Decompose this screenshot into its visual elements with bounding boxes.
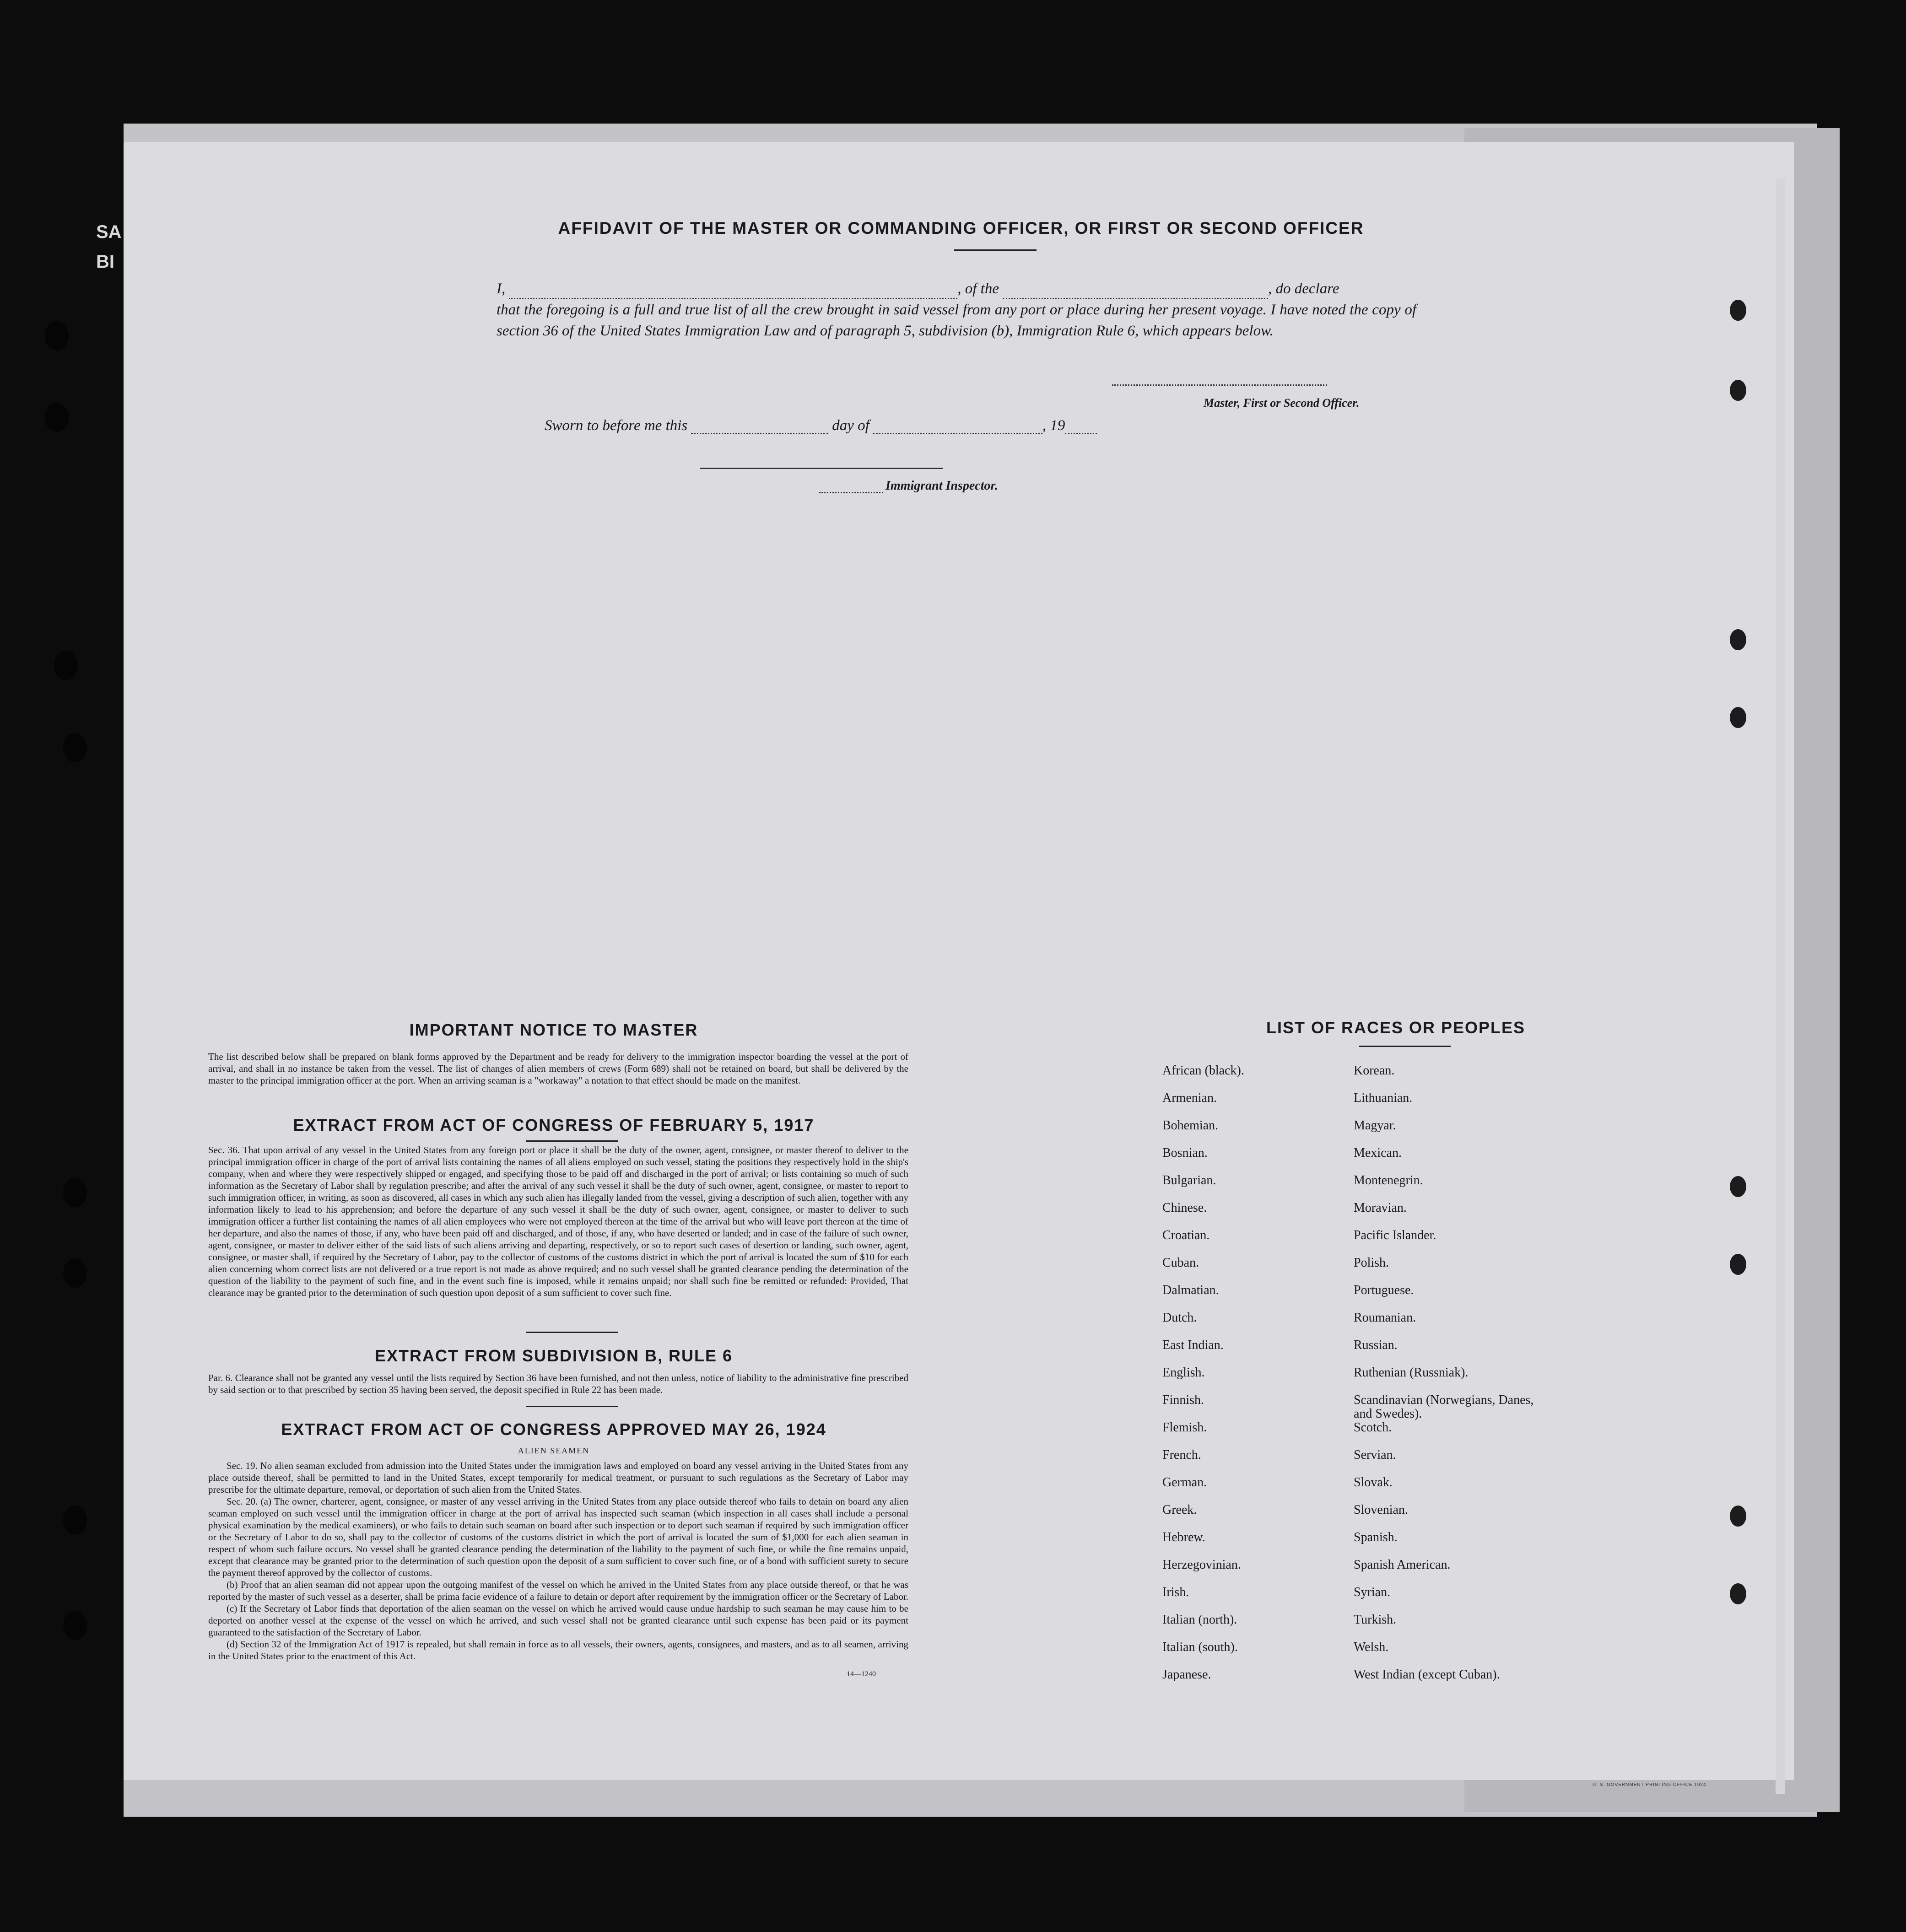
punch-hole	[1730, 629, 1746, 650]
race-item: Bosnian.	[1162, 1146, 1208, 1160]
race-item: Finnish.	[1162, 1393, 1204, 1407]
form-number: 14—1240	[847, 1670, 876, 1678]
race-item: Portuguese.	[1354, 1283, 1414, 1297]
paragraph: (d) Section 32 of the Immigration Act of 1917 is repealed, but shall remain in force as to all vessels, their owners, agents, consignees, and masters, and as to all seamen, arriving in the United States prior to the enactment of this Act.	[208, 1639, 908, 1662]
declaration-prefix: I,	[497, 281, 506, 297]
punch-hole	[63, 1178, 87, 1207]
signature-line[interactable]	[1112, 384, 1327, 386]
declaration-suffix: , do declare	[1268, 281, 1339, 297]
race-item: Irish.	[1162, 1585, 1189, 1599]
sworn-month-blank[interactable]	[873, 417, 1042, 434]
extract-1924-body	[208, 1460, 908, 1662]
race-item: Servian.	[1354, 1448, 1396, 1462]
race-item: West Indian (except Cuban).	[1354, 1668, 1500, 1682]
race-item: Italian (south).	[1162, 1640, 1238, 1654]
punch-hole	[1730, 300, 1746, 321]
declaration-of-the: , of the	[957, 281, 999, 297]
race-item: Pacific Islander.	[1354, 1228, 1436, 1242]
race-item: Lithuanian.	[1354, 1091, 1413, 1105]
race-item: Italian (north).	[1162, 1613, 1237, 1627]
race-item: Russian.	[1354, 1338, 1398, 1352]
punch-hole	[54, 651, 78, 680]
edge-mark: SA	[96, 222, 122, 242]
affidavit-title: AFFIDAVIT OF THE MASTER OR COMMANDING OFFICER, OR FIRST OR SECOND OFFICER	[558, 219, 1364, 237]
punch-hole	[63, 733, 87, 762]
race-item: Spanish.	[1354, 1530, 1398, 1544]
race-item: Bulgarian.	[1162, 1173, 1216, 1187]
race-item: Greek.	[1162, 1503, 1197, 1517]
sworn-day-label: day of	[832, 417, 869, 434]
race-item: Turkish.	[1354, 1613, 1397, 1627]
races-list-right	[1354, 1064, 1546, 1695]
race-item: Syrian.	[1354, 1585, 1391, 1599]
divider	[526, 1406, 618, 1407]
sworn-year-label: , 19	[1042, 417, 1065, 434]
signature-label: Master, First or Second Officer.	[1204, 396, 1360, 410]
race-item: Croatian.	[1162, 1228, 1210, 1242]
paragraph: Sec. 20. (a) The owner, charterer, agent, consignee, or master of any vessel arriving in the United States from any place outside thereof who fails to detain on board any alien seaman employed on such vessel until the immigration officer in charge at the port of arrival has inspected such seaman (which inspection in all cases shall include a personal physical examination by the medical examiners), or who fails to detain such seaman on board after such inspection or to deport such seaman if required by such immigration officer or the Secretary of Labor to do so, shall pay to the collector of customs of the customs district in which the port of arrival is located the sum of $1,000 for each alien seaman in respect of whom such failure occurs. No vessel shall be granted clearance pending the determination of the liability to the payment of such fine, or while the fine remains unpaid, except that clearance may be granted prior to the determination of such question upon the deposit of a sum sufficient to cover such fine, or of a bond with sufficient surety to secure the payment thereof approved by the collector of customs.	[208, 1496, 908, 1578]
punch-hole	[1730, 707, 1746, 728]
extract-1924-title: EXTRACT FROM ACT OF CONGRESS APPROVED MAY 26, 1924	[281, 1420, 826, 1439]
race-item: Flemish.	[1162, 1420, 1207, 1435]
race-item: Slovenian.	[1354, 1503, 1408, 1517]
punch-hole	[63, 1611, 87, 1640]
punch-hole	[1730, 1583, 1746, 1604]
notice-body: The list described below shall be prepared on blank forms approved by the Department and be ready for delivery to the immigration inspector boarding the vessel at the port of arrival, and shall in no instance be taken from the vessel. The list of changes of alien members of crews (Form 689) shall not be retained on board, but shall be delivered by the master to the principal immigration officer at the port. When an arriving seaman is a "workaway" a notation to that effect should be made on the manifest.	[208, 1051, 908, 1086]
race-item: Ruthenian (Russniak).	[1354, 1365, 1469, 1380]
divider	[526, 1140, 618, 1142]
race-item: Montenegrin.	[1354, 1173, 1423, 1187]
race-item: German.	[1162, 1475, 1207, 1489]
race-item: East Indian.	[1162, 1338, 1224, 1352]
paragraph: (c) If the Secretary of Labor finds that deportation of the alien seaman on the vessel on which he arrived would cause undue hardship to such seaman he may cause him to be deported on another vessel at the expense of the vessel on which he arrived, and such vessel shall not be granted clearance until such expense has been paid or its payment guaranteed to the satisfaction of the Secretary of Labor.	[208, 1603, 908, 1638]
vessel-blank[interactable]	[1003, 282, 1268, 299]
divider	[1359, 1046, 1451, 1047]
extract-1924-subtitle: ALIEN SEAMEN	[518, 1446, 590, 1455]
race-item: African (black).	[1162, 1063, 1244, 1078]
race-item: Welsh.	[1354, 1640, 1389, 1654]
sworn-prefix: Sworn to before me this	[545, 417, 688, 434]
race-item: Herzegovinian.	[1162, 1558, 1241, 1572]
race-item: Armenian.	[1162, 1091, 1217, 1105]
punch-hole	[63, 1258, 87, 1288]
race-item: Magyar.	[1354, 1118, 1396, 1133]
race-item: Scandinavian (Norwegians, Danes, and Swedes).	[1354, 1393, 1534, 1421]
name-blank[interactable]	[509, 282, 957, 299]
race-item: Bohemian.	[1162, 1118, 1219, 1133]
paragraph: Sec. 19. No alien seaman excluded from admission into the United States under the immigration laws and employed on board any vessel arriving in the United States from any place outside thereof, shall be permitted to land in the United States, except temporarily for medical treatment, or pursuant to such regulations as the Secretary of Labor may prescribe for the ultimate departure, removal, or deportation of such alien from the United States.	[208, 1460, 908, 1495]
race-item: Scotch.	[1354, 1420, 1392, 1435]
extract-1917-title: EXTRACT FROM ACT OF CONGRESS OF FEBRUARY 5, 1917	[293, 1116, 815, 1134]
punch-hole	[1730, 380, 1746, 401]
race-item: Polish.	[1354, 1256, 1389, 1270]
extract-rule6-body: Par. 6. Clearance shall not be granted any vessel until the lists required by Section 36 have been furnished, and not then unless, notice of liability to the administrative fine prescribed by said section or to that prescribed by section 35 having been served, the deposit specified in Rule 22 has been made.	[208, 1372, 908, 1395]
affidavit-body: that the foregoing is a full and true list of all the crew brought in said vessel from any port or place during her present voyage. I have noted the copy of section 36 of the United States Immigration Law and of paragraph 5, subdivision (b), Immigration Rule 6, which appears below.	[497, 302, 1416, 339]
inspector-label: Immigrant Inspector.	[886, 479, 998, 493]
punch-hole	[45, 321, 69, 351]
extract-rule6-title: EXTRACT FROM SUBDIVISION B, RULE 6	[374, 1346, 733, 1365]
race-item: Roumanian.	[1354, 1311, 1416, 1325]
divider	[526, 1332, 618, 1333]
race-item: Dalmatian.	[1162, 1283, 1219, 1297]
race-item: Spanish American.	[1354, 1558, 1451, 1572]
printer-imprint: U. S. GOVERNMENT PRINTING OFFICE 1924	[1593, 1782, 1706, 1787]
race-item: Chinese.	[1162, 1201, 1207, 1215]
race-item: Dutch.	[1162, 1311, 1197, 1325]
divider	[954, 249, 1037, 251]
edge-mark: BI	[96, 252, 114, 272]
page-edge	[1776, 178, 1785, 1794]
race-item: French.	[1162, 1448, 1201, 1462]
races-list-left	[1162, 1064, 1336, 1695]
sworn-year-blank[interactable]	[1065, 417, 1097, 434]
races-title: LIST OF RACES OR PEOPLES	[1266, 1018, 1526, 1037]
paragraph: (b) Proof that an alien seaman did not appear upon the outgoing manifest of the vessel on which he arrived in the United States from any place outside thereof, or that he was reported by the master of such vessel as a deserter, shall be prima facie evidence of a failure to detain or deport after requirement by the immigration officer or the Secretary of Labor.	[208, 1579, 908, 1602]
affidavit-statement	[497, 278, 1416, 341]
punch-hole	[45, 403, 69, 432]
sworn-day-blank[interactable]	[691, 417, 828, 434]
race-item: Cuban.	[1162, 1256, 1199, 1270]
race-item: English.	[1162, 1365, 1205, 1380]
inspector-dots	[819, 492, 883, 493]
race-item: Slovak.	[1354, 1475, 1393, 1489]
race-item: Japanese.	[1162, 1668, 1211, 1682]
race-item: Moravian.	[1354, 1201, 1407, 1215]
extract-1917-body: Sec. 36. That upon arrival of any vessel in the United States from any foreign port or place it shall be the duty of the owner, agent, consignee, or master thereof to deliver to the principal immigration officer in charge of the port of arrival lists containing the names of all aliens employed on such vessel, stating the positions they respectively hold in the ship's company, when and where they were respectively shipped or engaged, and specifying those to be paid off and discharged in the port of arrival; or lists containing so much of such information as the Secretary of Labor shall by regulation prescribe; and after the arrival of any such vessel it shall be the duty of such owner, agent, consignee, or master to report to such immigration officer, in writing, as soon as discovered, all cases in which any such alien has illegally landed from the vessel, giving a description of such alien, together with any information likely to lead to his apprehension; and before the departure of any such vessel it shall be the duty of such owner, agent, consignee, or master to deliver to such immigration officer a further list containing the names of all alien employees who were not employed thereon at the time of the arrival but who will leave port thereon at the time of her departure, and also the names of those, if any, who have been paid off and discharged, and of those, if any, who have deserted or landed; and in case of the failure of such owner, agent, consignee, or master to deliver either of the said lists of such aliens arriving and departing, respectively, or so to report such cases of desertion or landing, such owner, agent, consignee, or master shall, if required by the Secretary of Labor, pay to the collector of customs of the customs district in which the port of arrival is located the sum of $10 for each alien concerning whom correct lists are not delivered or a true report is not made as above required; and no such vessel shall be granted clearance pending the determination of the question of the liability to the payment of such fine, and in the event such fine is imposed, while it remains unpaid; nor shall such fine be remitted or refunded: Provided, That clearance may be granted prior to the determination of such question upon deposit of a sum sufficient to cover such fine.	[208, 1144, 908, 1298]
punch-hole	[1730, 1176, 1746, 1197]
race-item: Korean.	[1354, 1063, 1395, 1078]
punch-hole	[1730, 1254, 1746, 1275]
race-item: Hebrew.	[1162, 1530, 1205, 1544]
sworn-line	[545, 417, 1097, 434]
notice-title: IMPORTANT NOTICE TO MASTER	[409, 1020, 698, 1039]
punch-hole	[63, 1506, 87, 1535]
race-item: Mexican.	[1354, 1146, 1402, 1160]
inspector-line[interactable]	[700, 468, 943, 469]
punch-hole	[1730, 1506, 1746, 1527]
